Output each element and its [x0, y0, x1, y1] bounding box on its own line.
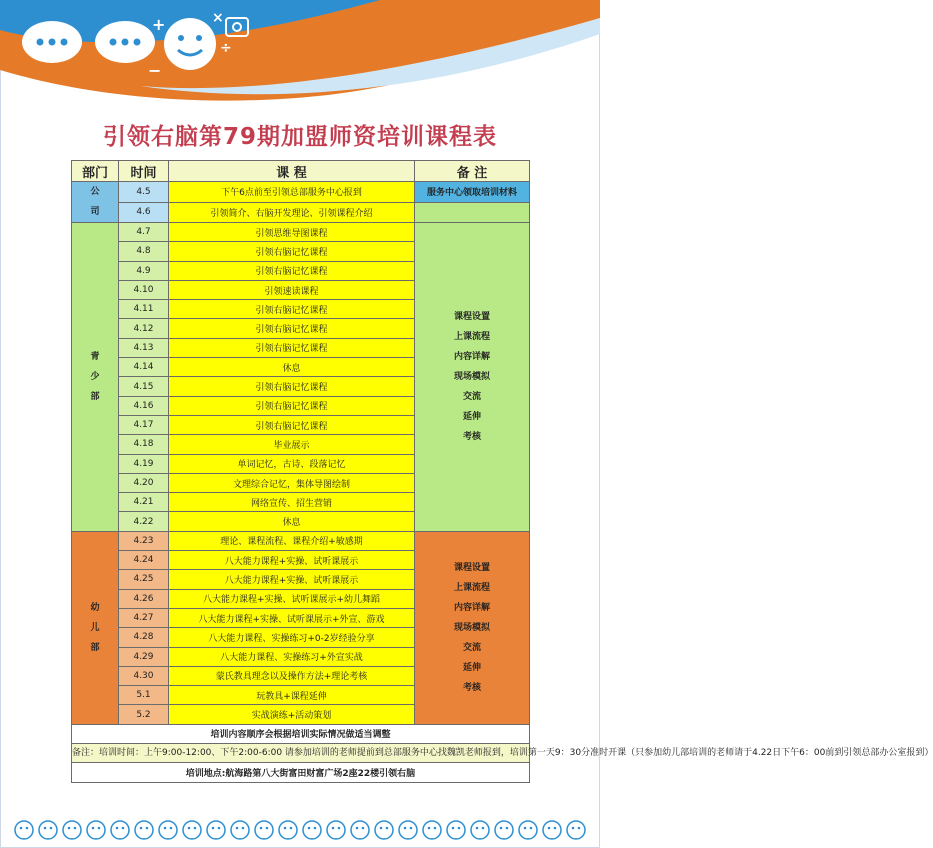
note-line: 课程设置: [453, 311, 490, 322]
department-company: 公 司: [72, 182, 119, 223]
smiley-face-icon: [327, 821, 345, 839]
svg-text:−: −: [148, 61, 162, 80]
note-line: 现场模拟: [453, 622, 490, 633]
table-row: [72, 182, 530, 203]
chat-bubble-icon: [495, 821, 513, 839]
note-line: 课程设置: [453, 562, 490, 573]
table-row: [72, 531, 530, 550]
adjust-notice-row: [72, 724, 530, 743]
date-cell: 4.14: [119, 358, 169, 377]
remark-row: [72, 744, 530, 763]
chat-bubble-icon: [255, 821, 273, 839]
date-cell: 4.26: [119, 589, 169, 608]
note-line: 考核: [462, 431, 481, 442]
smiley-face-icon: [423, 821, 441, 839]
date-cell: 4.16: [119, 396, 169, 415]
table-header-row: [72, 161, 530, 182]
chat-bubble-icon: [15, 821, 33, 839]
date-cell: 4.25: [119, 570, 169, 589]
course-cell: 网络宣传、招生营销: [169, 493, 415, 512]
date-cell: 4.6: [119, 202, 169, 223]
notes-kids: [415, 531, 530, 724]
smiley-face-icon: [135, 821, 153, 839]
header-decoration: [0, 0, 600, 110]
adjust-notice: 培训内容顺序会根据培训实际情况做适当调整: [72, 724, 530, 743]
schedule-body: [72, 182, 530, 725]
smiley-face-icon: [279, 821, 297, 839]
course-cell: 八大能力课程+实操、试听课展示+外宣、游戏: [169, 608, 415, 627]
column-header-date: 时间: [119, 161, 169, 182]
training-address: 培训地点:航海路第八大街富田财富广场2座22楼引领右脑: [72, 763, 530, 782]
date-cell: 4.27: [119, 608, 169, 627]
chat-bubble-icon: [63, 821, 81, 839]
course-cell: 引领右脑记忆课程: [169, 319, 415, 338]
schedule-table: [71, 160, 933, 783]
department-youth: 青 少 部: [72, 223, 119, 532]
course-cell: 文理综合记忆，集体导图绘制: [169, 473, 415, 492]
smiley-face-icon: [39, 821, 57, 839]
column-header-notes: 备 注: [415, 161, 530, 182]
chat-bubble-icon: [207, 821, 225, 839]
smiley-face-icon: [183, 821, 201, 839]
course-cell: 蒙氏教具理念以及操作方法+理论考核: [169, 666, 415, 685]
course-cell: 理论、课程流程、课程介绍+敏感期: [169, 531, 415, 550]
date-cell: 4.30: [119, 666, 169, 685]
course-cell: 八大能力课程、实操练习+外宣实战: [169, 647, 415, 666]
date-cell: 5.2: [119, 705, 169, 724]
note-cell: 服务中心领取培训材料: [415, 182, 530, 203]
course-cell: 八大能力课程+实操、试听课展示: [169, 570, 415, 589]
course-cell: 引领右脑记忆课程: [169, 300, 415, 319]
chat-bubble-icon: [303, 821, 321, 839]
chat-bubble-icon: [447, 821, 465, 839]
course-cell: 毕业展示: [169, 435, 415, 454]
chat-bubble-icon: [399, 821, 417, 839]
date-cell: 4.17: [119, 415, 169, 434]
course-cell: 引领右脑记忆课程: [169, 415, 415, 434]
note-line: 交流: [462, 391, 481, 402]
address-row: [72, 763, 530, 782]
course-cell: 引领右脑记忆课程: [169, 338, 415, 357]
chat-bubble-icon: [543, 821, 561, 839]
note-line: 交流: [462, 642, 481, 653]
date-cell: 4.15: [119, 377, 169, 396]
svg-text:÷: ÷: [220, 40, 232, 56]
department-kids: 幼 儿 部: [72, 531, 119, 724]
date-cell: 4.13: [119, 338, 169, 357]
course-cell: 引领右脑记忆课程: [169, 377, 415, 396]
note-line: 延伸: [462, 662, 481, 673]
date-cell: 4.10: [119, 280, 169, 299]
smiley-face-icon: [519, 821, 537, 839]
note-line: 现场模拟: [453, 371, 490, 382]
course-cell: 八大能力课程、实操练习+0-2岁经验分享: [169, 628, 415, 647]
date-cell: 4.9: [119, 261, 169, 280]
course-cell: 引领右脑记忆课程: [169, 242, 415, 261]
course-cell: 引领思维导图课程: [169, 223, 415, 242]
date-cell: 4.24: [119, 551, 169, 570]
date-cell: 4.8: [119, 242, 169, 261]
svg-text:×: ×: [212, 10, 224, 26]
course-cell: 八大能力课程+实操、试听课展示+幼儿舞蹈: [169, 589, 415, 608]
note-line: 内容详解: [453, 602, 490, 613]
course-cell: 玩教具+课程延伸: [169, 686, 415, 705]
date-cell: 4.5: [119, 182, 169, 203]
note-line: 上课流程: [453, 331, 490, 342]
page-title: 引领右脑第79期加盟师资培训课程表: [102, 124, 497, 150]
date-cell: 4.28: [119, 628, 169, 647]
smiley-face-icon: [567, 821, 585, 839]
note-cell: [415, 202, 530, 223]
date-cell: 4.7: [119, 223, 169, 242]
course-cell: 八大能力课程+实操、试听课展示: [169, 551, 415, 570]
date-cell: 4.23: [119, 531, 169, 550]
course-cell: 单词记忆，古诗、段落记忆: [169, 454, 415, 473]
date-cell: 5.1: [119, 686, 169, 705]
note-line: 上课流程: [453, 582, 490, 593]
notes-youth: [415, 223, 530, 532]
date-cell: 4.11: [119, 300, 169, 319]
date-cell: 4.19: [119, 454, 169, 473]
smiley-face-icon: [471, 821, 489, 839]
table-row: [72, 223, 530, 242]
date-cell: 4.20: [119, 473, 169, 492]
chat-bubble-icon: [351, 821, 369, 839]
column-header-course: 课 程: [169, 161, 415, 182]
course-cell: 休息: [169, 358, 415, 377]
footer-decoration: [12, 818, 588, 842]
smiley-face-icon: [375, 821, 393, 839]
training-time-remark: 备注：培训时间：上午9:00-12:00、下午2:00-6:00 请参加培训的老师提前到总部服务中心找魏凯老师报到，培训第一天9：30分准时开课（只参加幼儿部培训的老师请于4.22日下午6：00前到引领总部办公室报到）: [72, 744, 530, 763]
date-cell: 4.29: [119, 647, 169, 666]
course-cell: 休息: [169, 512, 415, 531]
chat-bubble-icon: [111, 821, 129, 839]
course-cell: 引领简介、右脑开发理论、引领课程介绍: [169, 202, 415, 223]
note-line: 考核: [462, 682, 481, 693]
table-row: [72, 202, 530, 223]
chat-bubble-icon: [95, 21, 155, 63]
chat-bubble-icon: [159, 821, 177, 839]
date-cell: 4.18: [119, 435, 169, 454]
chat-bubble-icon: [22, 21, 82, 63]
date-cell: 4.12: [119, 319, 169, 338]
course-cell: 引领速读课程: [169, 280, 415, 299]
svg-text:+: +: [152, 15, 166, 34]
smiley-face-icon: [87, 821, 105, 839]
note-line: 内容详解: [453, 351, 490, 362]
column-header-department: 部门: [72, 161, 119, 182]
course-cell: 实战演练+活动策划: [169, 705, 415, 724]
smiley-face-icon: [231, 821, 249, 839]
date-cell: 4.22: [119, 512, 169, 531]
date-cell: 4.21: [119, 493, 169, 512]
note-line: 延伸: [462, 411, 481, 422]
course-cell: 引领右脑记忆课程: [169, 261, 415, 280]
course-cell: 下午6点前至引领总部服务中心报到: [169, 182, 415, 203]
course-cell: 引领右脑记忆课程: [169, 396, 415, 415]
smiley-face-icon: [164, 18, 216, 70]
